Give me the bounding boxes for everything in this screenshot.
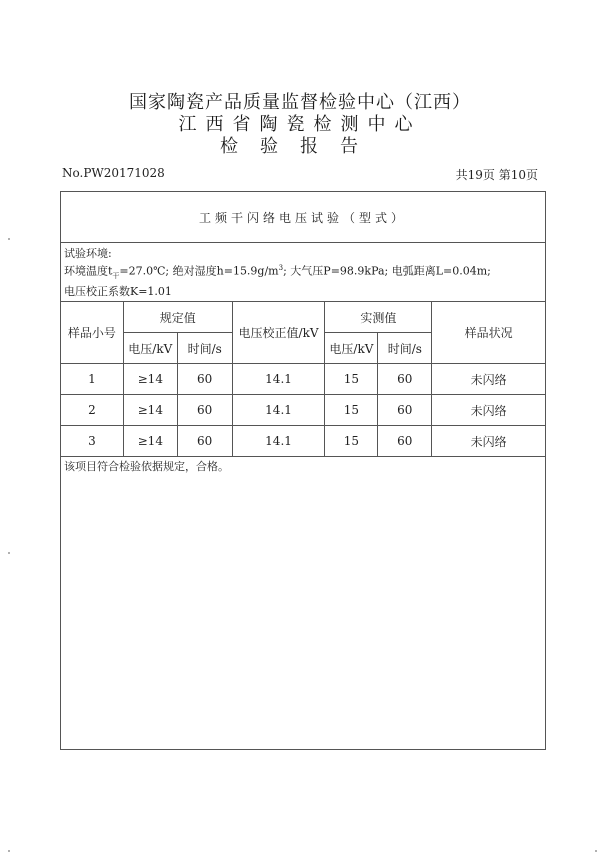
env-temp-prefix: 环境温度t: [64, 264, 113, 278]
table-row: [61, 395, 546, 426]
cell-sample-no: 1: [61, 364, 124, 395]
env-correction-factor: 电压校正系数K=1.01: [64, 284, 172, 298]
cell-spec-time: 60: [177, 395, 232, 426]
env-conditions: [64, 261, 491, 284]
table-row: [61, 364, 546, 395]
header-corrected-voltage: 电压校正值/kV: [232, 302, 325, 364]
env-label: 试验环境:: [64, 247, 112, 260]
cell-meas-voltage: 15: [325, 426, 378, 457]
table-row: [61, 426, 546, 457]
cell-status: 未闪络: [432, 364, 546, 395]
report-header-line2: 江西省陶瓷检测中心: [178, 114, 422, 135]
report-header-line3: 检验报告: [220, 136, 380, 157]
cell-meas-time: 60: [378, 395, 432, 426]
header-spec-voltage: 电压/kV: [123, 333, 177, 364]
header-spec-time: 时间/s: [177, 333, 232, 364]
header-meas-voltage: 电压/kV: [325, 333, 378, 364]
header-measured: 实测值: [325, 302, 432, 333]
report-frame: [60, 191, 546, 750]
page-info: 共19页 第10页: [455, 168, 538, 182]
cell-spec-voltage: ≥14: [123, 426, 177, 457]
cell-corrected: 14.1: [232, 395, 325, 426]
env-temp-sub: 干: [112, 271, 120, 280]
cell-spec-voltage: ≥14: [123, 364, 177, 395]
cell-meas-time: 60: [378, 426, 432, 457]
report-header-line1: 国家陶瓷产品质量监督检验中心（江西）: [129, 92, 471, 113]
cell-status: 未闪络: [432, 395, 546, 426]
cell-meas-time: 60: [378, 364, 432, 395]
cell-meas-voltage: 15: [325, 364, 378, 395]
header-sample-no: 样品小号: [61, 302, 124, 364]
results-table: [60, 301, 546, 457]
cell-corrected: 14.1: [232, 426, 325, 457]
cell-meas-voltage: 15: [325, 395, 378, 426]
test-title: 工频干闪络电压试验（型式）: [61, 192, 545, 243]
test-environment: [64, 246, 491, 299]
header-meas-time: 时间/s: [378, 333, 432, 364]
scan-speck: [8, 238, 10, 240]
cell-spec-time: 60: [177, 364, 232, 395]
cell-sample-no: 3: [61, 426, 124, 457]
cell-corrected: 14.1: [232, 364, 325, 395]
conclusion-text: 该项目符合检验依据规定，合格。: [64, 460, 229, 473]
scan-speck: [8, 850, 10, 852]
scan-speck: [8, 552, 10, 554]
cell-spec-voltage: ≥14: [123, 395, 177, 426]
report-number: No.PW20171028: [62, 166, 165, 180]
header-specified: 规定值: [123, 302, 232, 333]
cell-status: 未闪络: [432, 426, 546, 457]
scan-speck: [595, 850, 597, 852]
header-sample-status: 样品状况: [432, 302, 546, 364]
cell-sample-no: 2: [61, 395, 124, 426]
env-line-mid: =27.0℃; 绝对湿度h=15.9g/m: [119, 264, 279, 278]
env-line-end: ; 大气压P=98.9kPa; 电弧距离L=0.04m;: [283, 264, 491, 278]
env-line-sup: 3: [278, 264, 284, 272]
cell-spec-time: 60: [177, 426, 232, 457]
